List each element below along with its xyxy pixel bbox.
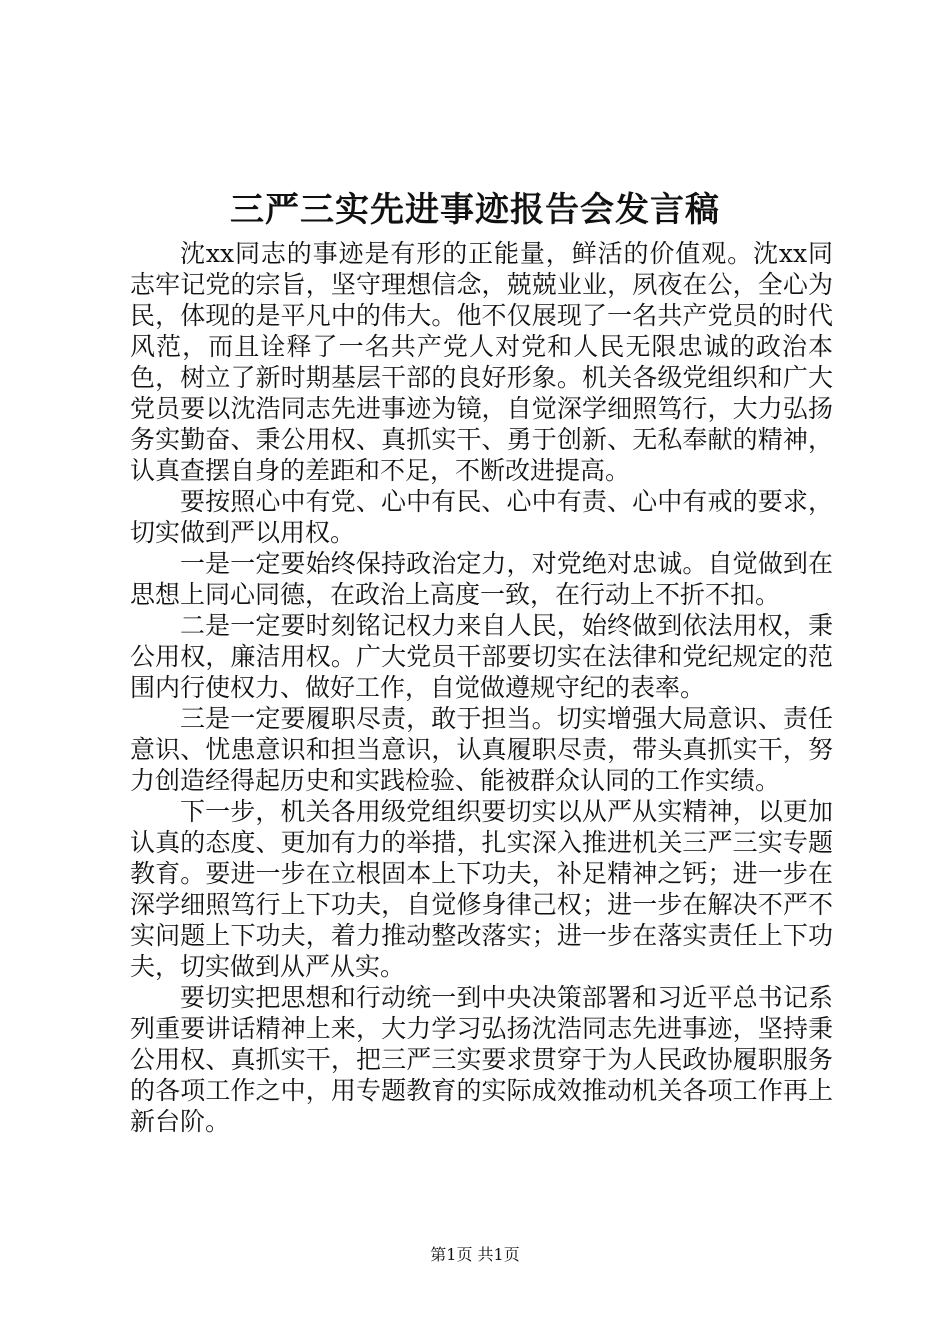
document-body — [130, 238, 833, 1137]
document-title: 三严三实先进事迹报告会发言稿 — [230, 190, 720, 230]
paragraph: 沈xx同志的事迹是有形的正能量，鲜活的价值观。沈xx同志牢记党的宗旨，坚守理想信念，兢兢业业，夙夜在公，全心为民，体现的是平凡中的伟大。他不仅展现了一名共产党员的时代风范，而且诠释了一名共产党人对党和人民无限忠诚的政治本色，树立了新时期基层干部的良好形象。机关各级党组织和广大党员要以沈浩同志先进事迹为镜，自觉深学细照笃行，大力弘扬务实勤奋、秉公用权、真抓实干、勇于创新、无私奉献的精神，认真查摆自身的差距和不足，不断改进提高。 — [130, 239, 833, 485]
paragraph: 二是一定要时刻铭记权力来自人民，始终做到依法用权，秉公用权，廉洁用权。广大党员干部要切实在法律和党纪规定的范围内行使权力、做好工作，自觉做遵规守纪的表率。 — [130, 611, 833, 702]
paragraph: 要切实把思想和行动统一到中央决策部署和习近平总书记系列重要讲话精神上来，大力学习弘扬沈浩同志先进事迹，坚持秉公用权、真抓实干，把三严三实要求贯穿于为人民政协履职服务的各项工作之中，用专题教育的实际成效推动机关各项工作再上新台阶。 — [130, 983, 833, 1136]
paragraph: 下一步，机关各用级党组织要切实以从严从实精神，以更加认真的态度、更加有力的举措，扎实深入推进机关三严三实专题教育。要进一步在立根固本上下功夫，补足精神之钙；进一步在深学细照笃行上下功夫，自觉修身律己权；进一步在解决不严不实问题上下功夫，着力推动整改落实；进一步在落实责任上下功夫，切实做到从严从实。 — [130, 797, 833, 981]
paragraph: 要按照心中有党、心中有民、心中有责、心中有戒的要求，切实做到严以用权。 — [130, 487, 833, 547]
page-footer: 第1页 共1页 — [430, 1245, 520, 1264]
paragraph: 三是一定要履职尽责，敢于担当。切实增强大局意识、责任意识、忧患意识和担当意识，认真履职尽责，带头真抓实干，努力创造经得起历史和实践检验、能被群众认同的工作实绩。 — [130, 704, 833, 795]
paragraph: 一是一定要始终保持政治定力，对党绝对忠诚。自觉做到在思想上同心同德，在政治上高度一致，在行动上不折不扣。 — [130, 549, 833, 609]
